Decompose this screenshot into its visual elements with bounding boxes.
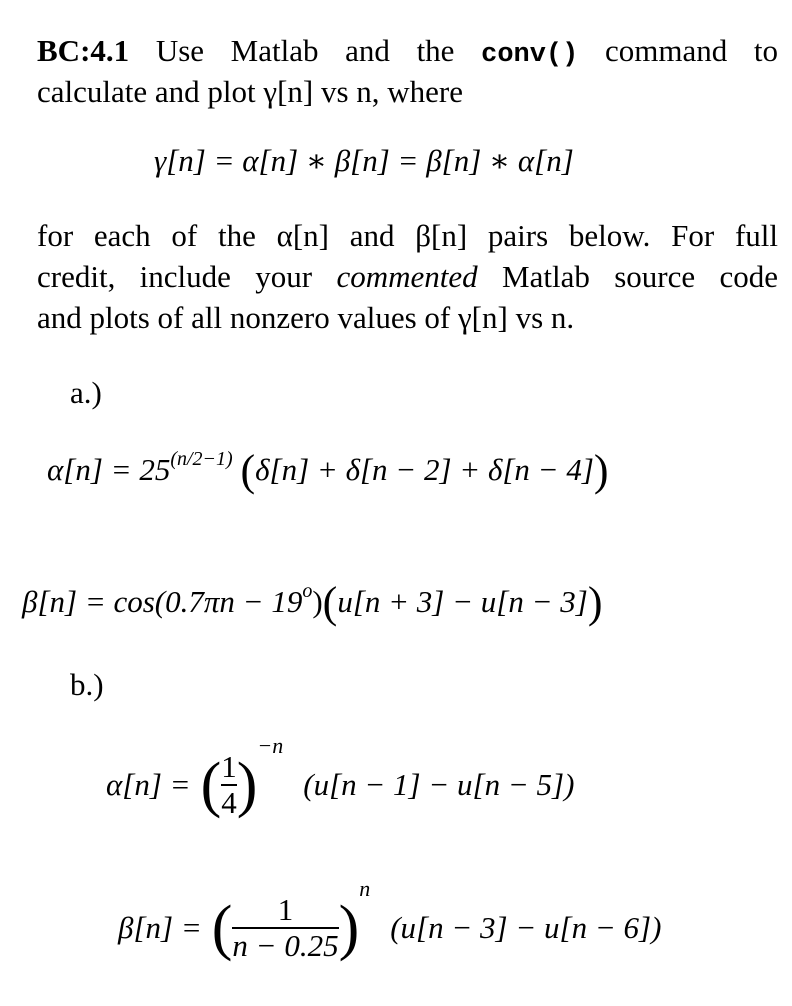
instructions-line-1: for each of the α[n] and β[n] pairs below. For full xyxy=(37,218,778,253)
part-a-beta-open-paren: ( xyxy=(322,578,338,627)
part-a-alpha-lhs: α[n] = 25 xyxy=(47,452,171,487)
instructions-text-after-em: Matlab source code xyxy=(502,259,779,294)
part-b-beta-fraction xyxy=(232,893,338,963)
part-b-beta-denominator: n − 0.25 xyxy=(232,928,339,963)
part-a-beta-close-paren: ) xyxy=(587,578,603,627)
part-b-alpha-fraction xyxy=(221,750,237,820)
part-a-beta-degree: o xyxy=(302,580,313,602)
part-a-label: a.) xyxy=(70,375,102,410)
part-b-beta-equation: β[n] = ( $\frac{1}{n - 0.25}$ ) n (u[n − 3] − u[n − 6]) xyxy=(118,876,662,963)
conv-command-code: conv() xyxy=(481,40,579,70)
intro-line-1 xyxy=(37,30,778,76)
intro-text-before-code: Use Matlab and the xyxy=(155,33,455,68)
intro-line-2: calculate and plot γ[n] vs n, where xyxy=(37,74,464,109)
part-b-alpha-body: (u[n − 1] − u[n − 5]) xyxy=(303,767,575,802)
main-convolution-equation: γ[n] = α[n] ∗ β[n] = β[n] ∗ α[n] xyxy=(154,143,574,178)
instructions-text-before-em: credit, include your xyxy=(37,259,313,294)
part-a-alpha-close-paren: ) xyxy=(593,446,609,495)
part-b-label: b.) xyxy=(70,667,104,702)
part-a-beta-lhs: β[n] = cos(0.7πn − 19 xyxy=(22,584,303,619)
part-b-beta-body: (u[n − 3] − u[n − 6]) xyxy=(390,910,662,945)
part-b-alpha-denominator: 4 xyxy=(221,785,237,820)
part-a-alpha-body: δ[n] + δ[n − 2] + δ[n − 4] xyxy=(255,452,594,487)
part-b-beta-lhs: β[n] = xyxy=(118,910,202,945)
instructions-emphasis: commented xyxy=(336,259,478,294)
part-b-alpha-lhs: α[n] = xyxy=(106,767,191,802)
part-a-alpha-exponent: (n/2−1) xyxy=(170,448,233,470)
part-a-beta-body: u[n + 3] − u[n − 3] xyxy=(337,584,588,619)
part-a-beta-cos-close: ) xyxy=(312,584,323,619)
part-b-beta-exponent: n xyxy=(359,876,371,901)
part-b-alpha-exponent: −n xyxy=(257,733,284,758)
instructions-line-2 xyxy=(37,256,778,297)
part-a-beta-equation xyxy=(22,578,603,627)
instructions-line-3: and plots of all nonzero values of γ[n] vs n. xyxy=(37,300,575,335)
part-a-alpha-open-paren: ( xyxy=(240,446,256,495)
part-a-alpha-equation xyxy=(47,446,609,495)
part-b-alpha-equation: α[n] = ( $\frac{1}{4}$ ) −n (u[n − 1] − u[n − 5]) xyxy=(106,733,575,820)
part-b-beta-numerator: 1 xyxy=(277,892,294,927)
intro-text-after-code: command to xyxy=(605,33,779,68)
part-b-alpha-numerator: 1 xyxy=(221,749,237,784)
problem-label: BC:4.1 xyxy=(37,33,130,68)
